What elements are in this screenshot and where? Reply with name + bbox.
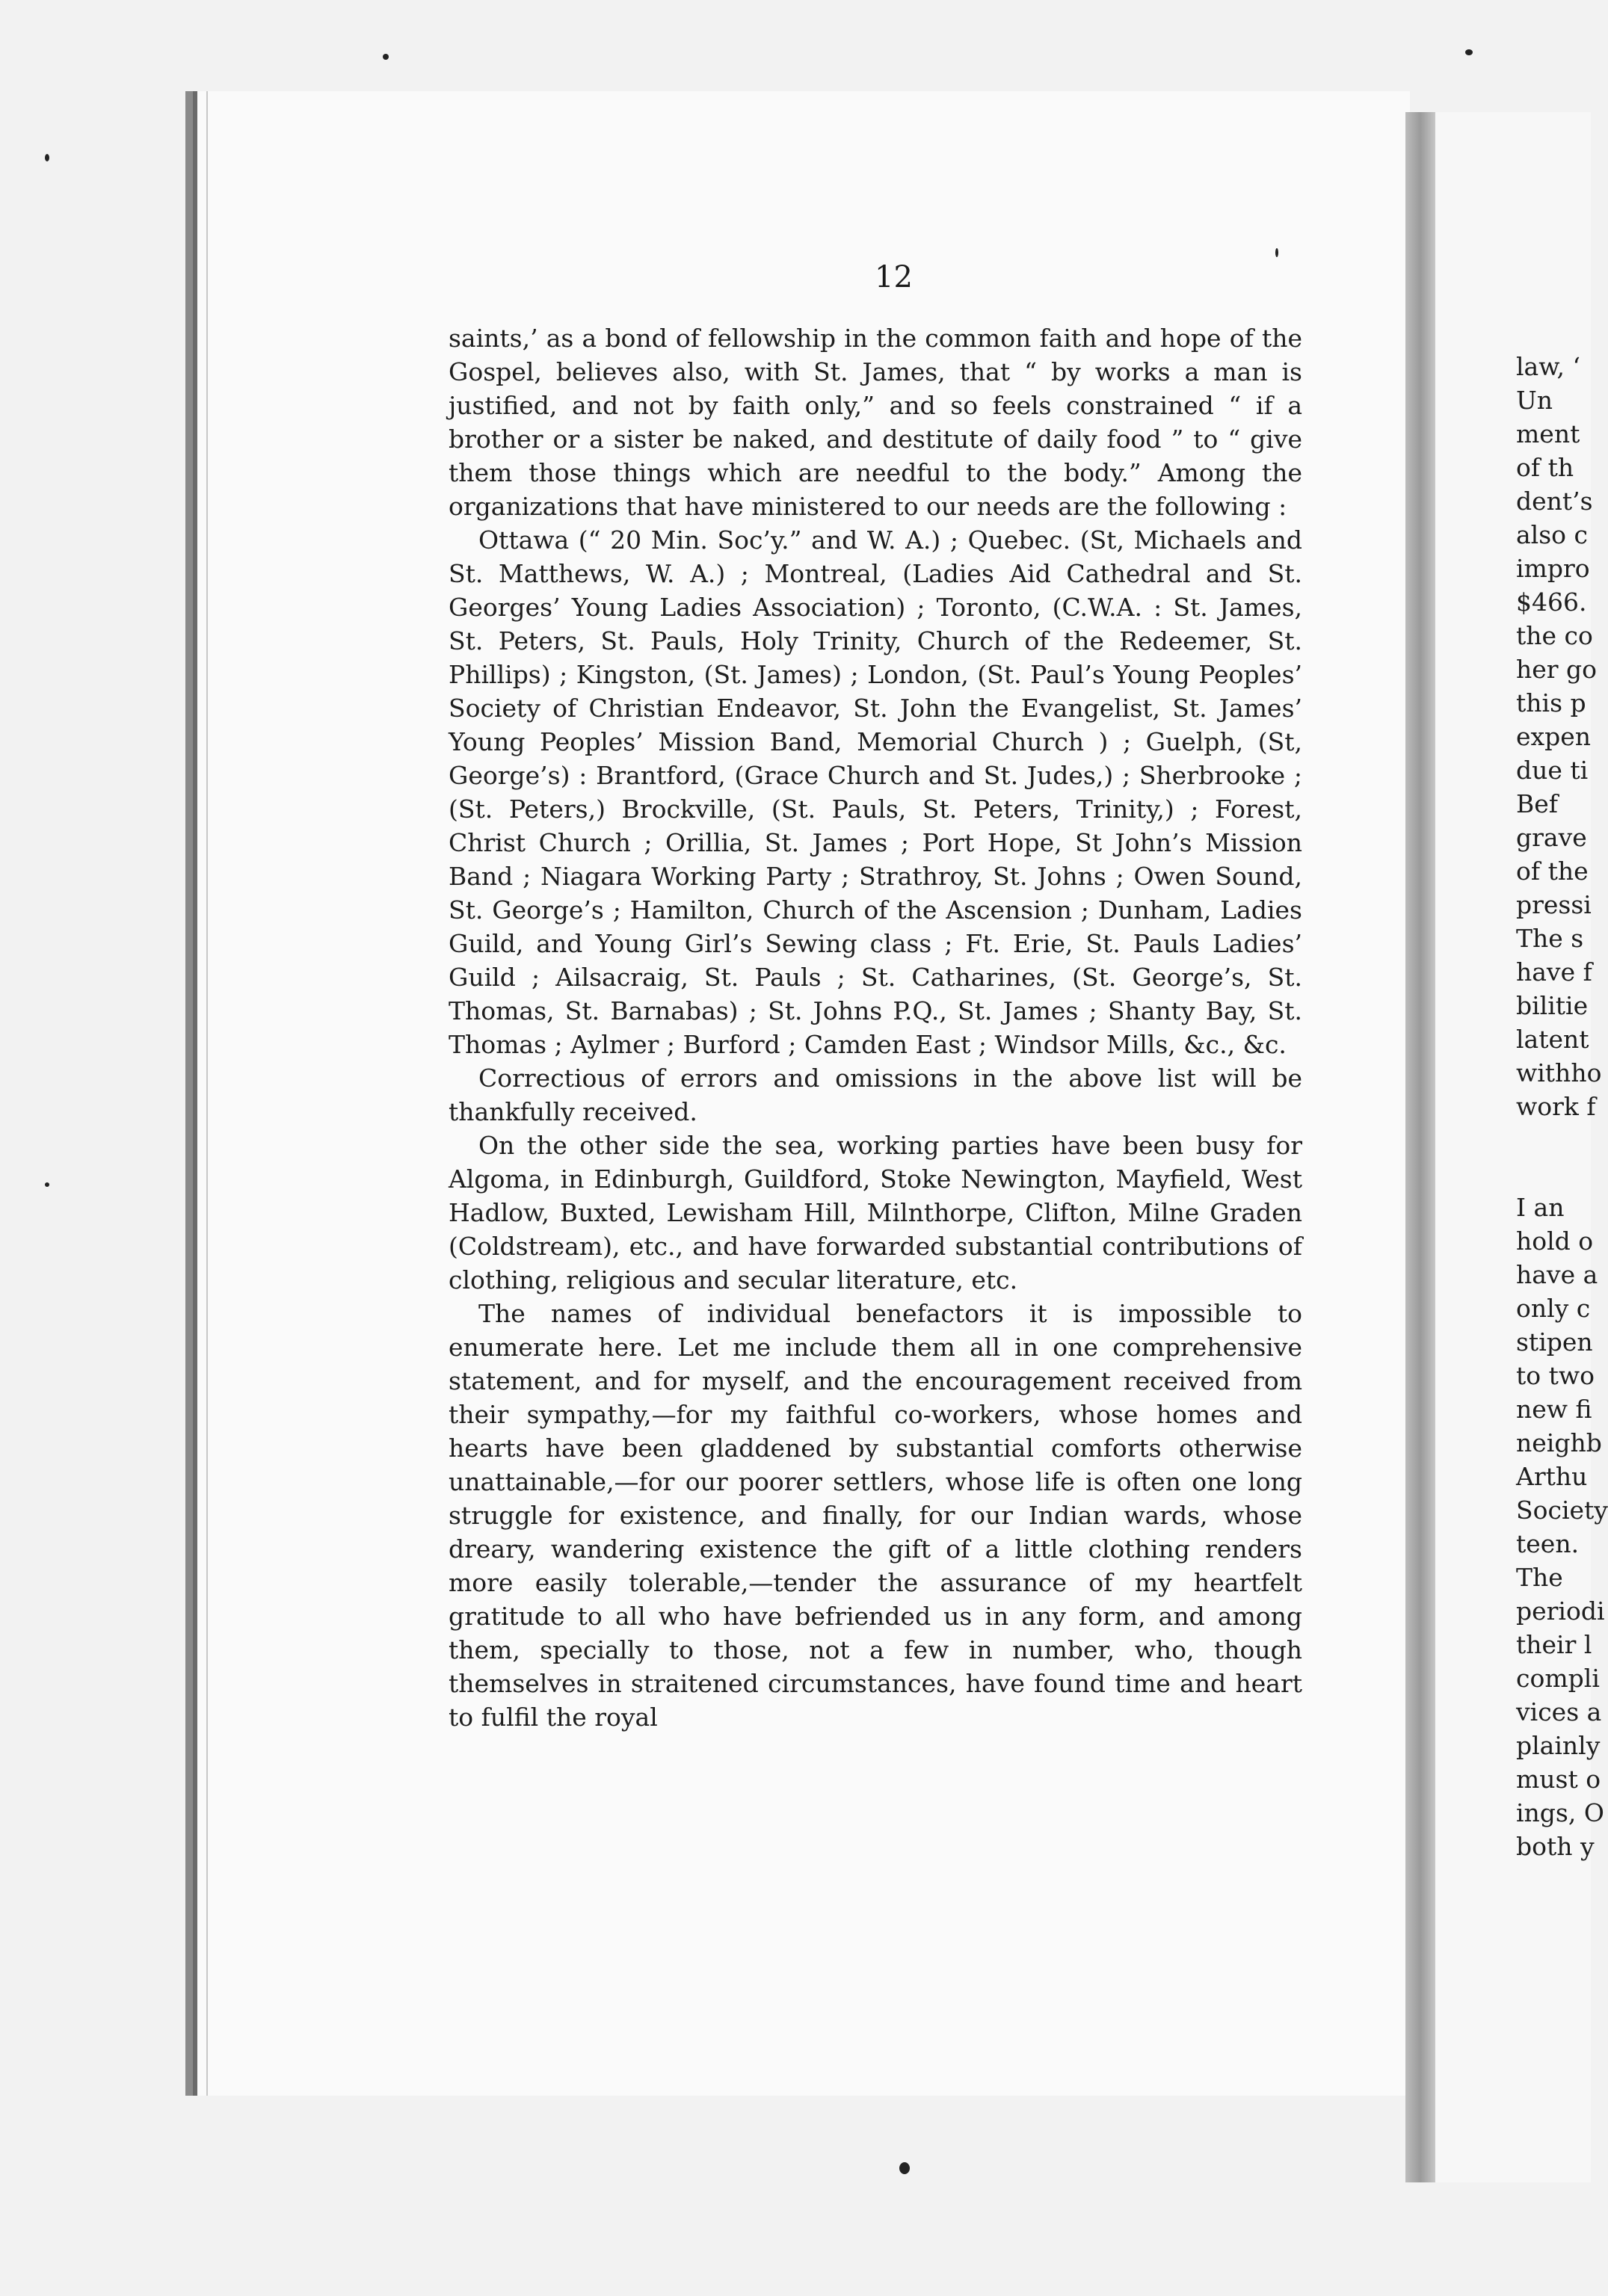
text-line: law, ‘ [1516,352,1581,381]
text-line: Arthu [1516,1462,1588,1491]
ink-speck [1465,49,1473,55]
ink-speck [1275,248,1278,257]
ink-speck [899,2162,910,2174]
page-number: 12 [875,260,913,294]
paragraph: The names of individual benefactors it is impossible to enumerate here. Let me include them all in one comprehensive statement, and for myself, and the encouragement received from their sympathy,—for my faithful co-workers, whose homes and hearts have been gladdened by substantial comforts otherwise unattainable,—for our poorer settlers, whose life is often one long struggle for existence, and finally, for our Indian wards, whose dreary, wandering existence the gift of a little clothing renders more easily tolerable,—tender the assurance of my heartfelt gratitude to all who have befriended us in any form, and among them, specially to those, not a few in number, who, though themselves in straitened circumstances, have found time and heart to fulfil the royal [449,1299,1302,1732]
text-line: periodi [1516,1596,1605,1626]
text-line: bilitie [1516,991,1589,1020]
text-line: vices a [1516,1697,1602,1726]
ink-speck [45,1182,49,1187]
text-line: $466. [1516,587,1587,617]
text-line: Un [1516,386,1553,415]
text-line: hold o [1516,1226,1594,1256]
book-gutter [1405,112,1435,2182]
text-line: The [1516,1563,1563,1592]
text-line: the co [1516,621,1593,650]
text-line: work f [1516,1092,1596,1121]
text-line: ment [1516,419,1580,448]
text-line: The s [1516,924,1584,953]
text-line: to two [1516,1361,1595,1390]
text-line: pressi [1516,890,1592,919]
text-line: teen. [1516,1529,1580,1558]
text-line: of th [1516,453,1574,482]
text-line: this p [1516,688,1586,718]
section-gap [1516,1123,1591,1191]
text-line: their l [1516,1630,1592,1659]
text-line: dent’s [1516,487,1593,516]
text-line: of the [1516,857,1589,886]
text-line: only c [1516,1294,1591,1323]
paragraph: Correctious of errors and omissions in the above list will be thankfully received. [449,1064,1302,1126]
text-line: compli [1516,1664,1600,1693]
ink-speck [383,54,389,60]
paragraph: On the other side the sea, working parties have been busy for Algoma, in Edinburgh, Guildford, Stoke Newington, Mayfield, West Hadlow, Buxted, Lewisham Hill, Milnthorpe, Clifton, Milne Graden (Coldstream), etc., and have forwarded substantial contributions of clothing, religious and secular literature, etc. [449,1131,1302,1294]
page-edge-line [206,91,208,2096]
ink-speck [45,154,49,161]
text-line: expen [1516,722,1592,751]
text-line: plainly [1516,1731,1601,1760]
text-line: withho [1516,1058,1602,1087]
text-line: latent [1516,1025,1589,1054]
text-line: grave [1516,823,1587,852]
text-line: must o [1516,1765,1601,1794]
text-line: I an [1516,1193,1565,1222]
text-line: have f [1516,957,1592,987]
text-line: her go [1516,655,1598,684]
text-line: both y [1516,1832,1595,1861]
text-line: ings, O [1516,1798,1604,1827]
right-page-text-fragment [1516,350,1608,1863]
text-line: also c [1516,520,1589,549]
text-line: stipen [1516,1327,1593,1357]
paragraph: saints,’ as a bond of fellowship in the common faith and hope of the Gospel, believes also, with St. James, that “ by works a man is justified, and not by faith only,” and so feels constrained “ if a brother or a sister be naked, and destitute of daily food ” to “ give them those things which are needful to the body.” Among the organizations that have ministered to our needs are the following : [449,324,1302,521]
left-page-text [449,321,1302,1734]
text-line: Bef [1516,789,1558,818]
text-line: Society [1516,1496,1608,1525]
text-line: have a [1516,1260,1598,1289]
text-line: new fi [1516,1395,1592,1424]
paragraph: Ottawa (“ 20 Min. Soc’y.” and W. A.) ; Quebec. (St, Michaels and St. Matthews, W. A.) ; Montreal, (Ladies Aid Cathedral and St. Georges’ Young Ladies Association) ; Toronto, (C.W.A. : St. James, St. Peters, St. Pauls, Holy Trinity, Church of the Redeemer, St. Phillips) ; Kingston, (St. James) ; London, (St. Paul’s Young Peoples’ Society of Christian Endeavor, St. John the Evangelist, St. James’ Young Peoples’ Mission Band, Memorial Church ) ; Guelph, (St, George’s) : Brantford, (Grace Church and St. Judes,) ; Sherbrooke ; (St. Peters,) Brockville, (St. Pauls, St. Peters, Trinity,) ; Forest, Christ Church ; Orillia, St. James ; Port Hope, St John’s Mission Band ; Niagara Working Party ; Strathroy, St. Johns ; Owen Sound, St. George’s ; Hamilton, Church of the Ascension ; Dunham, Ladies Guild, and Young Girl’s Sewing class ; Ft. Erie, St. Pauls Ladies’ Guild ; Ailsacraig, St. Pauls ; St. Catharines, (St. George’s, St. Thomas, St. Barnabas) ; St. Johns P.Q., St. James ; Shanty Bay, St. Thomas ; Aylmer ; Burford ; Camden East ; Windsor Mills, &c., &c. [449,525,1302,1059]
text-line: due ti [1516,756,1589,785]
text-line: impro [1516,554,1590,583]
text-line: neighb [1516,1428,1602,1457]
